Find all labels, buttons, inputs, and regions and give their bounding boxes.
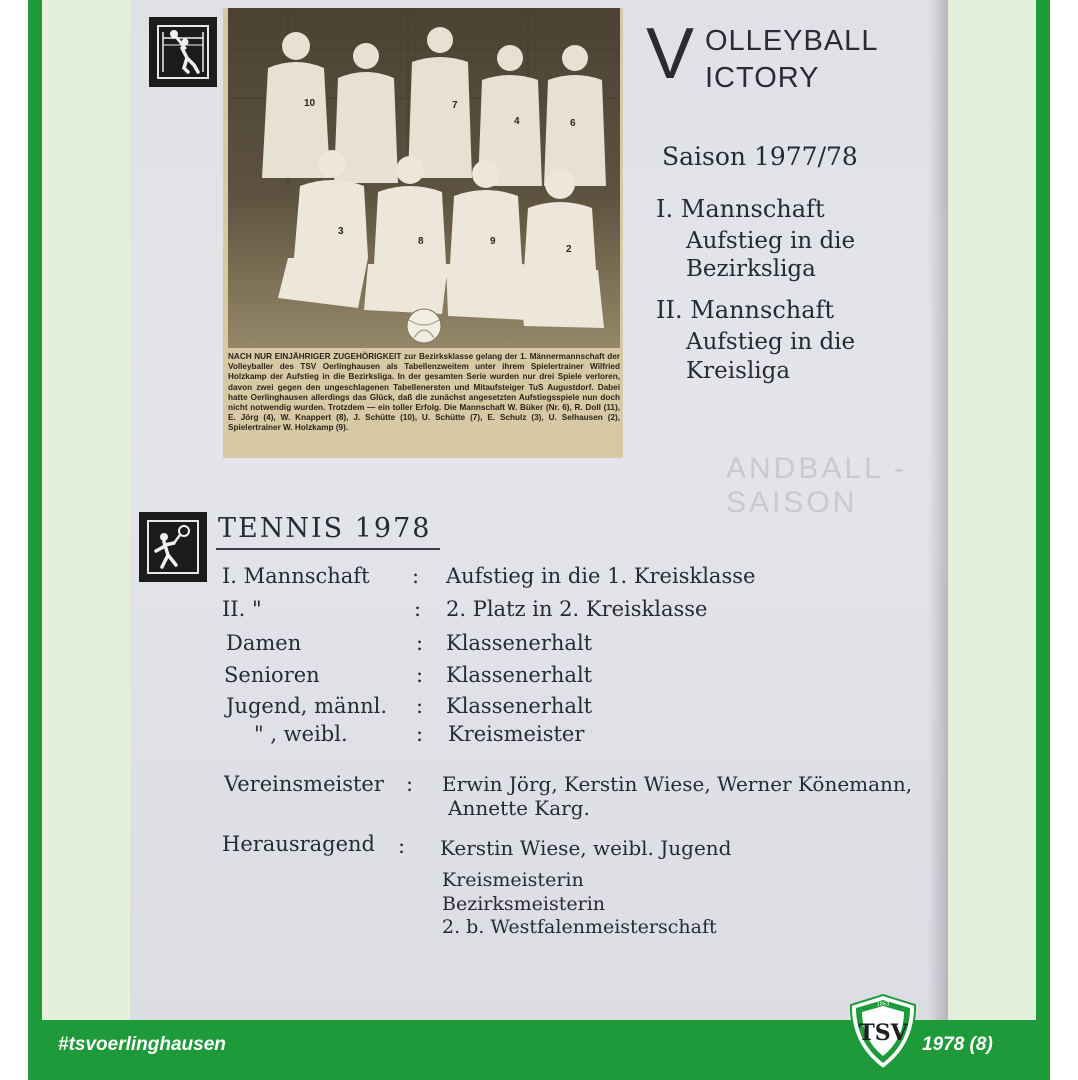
vereinsmeister-label: Vereinsmeister: [224, 772, 384, 796]
tennis-title: TENNIS 1978: [218, 513, 432, 544]
vereinsmeister-line2: Annette Karg.: [448, 796, 590, 820]
tennis-row-value: Aufstieg in die 1. Kreisklasse: [446, 564, 756, 588]
title-victory: ICTORY: [705, 62, 820, 94]
volley-team2-label: II. Mannschaft: [656, 296, 835, 324]
tennis-row-colon: :: [412, 564, 420, 588]
vereinsmeister-colon: :: [406, 772, 414, 796]
tennis-row-label: Damen: [226, 631, 302, 655]
tennis-row-colon: :: [416, 722, 424, 746]
tennis-row-label: Senioren: [224, 663, 320, 687]
volley-team1-label: I. Mannschaft: [656, 195, 825, 223]
tennis-row-label: I. Mannschaft: [222, 564, 370, 588]
team-photo: [228, 8, 620, 348]
herausragend-line: Kerstin Wiese, weibl. Jugend: [440, 836, 732, 860]
jersey-number: 10: [304, 98, 316, 109]
herausragend-line: Bezirksmeisterin: [442, 893, 606, 915]
jersey-number: 2: [566, 244, 572, 255]
herausragend-line: Kreismeisterin: [442, 869, 584, 891]
tennis-pictogram-icon: [139, 512, 207, 582]
jersey-number: 9: [490, 236, 496, 247]
clipping-caption: NACH NUR EINJÄHRIGER ZUGEHÖRIGKEIT zur Bezirksklasse gelang der 1. Männermannschaft der Volleyballer des TSV Oerlinghausen als Tabellenzweitem unter ihrem Spielertrainer Wilfried Holzkamp der Aufstieg in die Bezirksliga. In der gesamten Serie wurden nur drei Spiele verloren, davon zwei gegen den ungeschlagenen Tabellenersten und Mitaufsteiger TuS Augustdorf. Dabei hatte Oerlinghausen allerdings das Glück, daß die zunächst angesetzten Aufstiegsspiele nun doch nicht notwendig wurden. Trotzdem — ein toller Erfolg. Die Mannschaft W. Büker (Nr. 6), R. Doll (11), E. Jörg (4), W. Knappert (8), J. Schütte (10), U. Schütte (7), E. Schulz (3), U. Selhausen (2), Spielertrainer W. Holzkamp (9).: [228, 352, 620, 433]
herausragend-line: 2. b. Westfalenmeisterschaft: [442, 916, 717, 938]
tennis-row-value: Klassenerhalt: [446, 631, 593, 655]
title-volleyball: OLLEYBALL: [705, 25, 879, 57]
tennis-row-colon: :: [416, 694, 424, 718]
jersey-number: 7: [452, 100, 458, 111]
volley-team1-line1: Aufstieg in die: [686, 228, 856, 254]
tennis-row-value: Klassenerhalt: [446, 694, 593, 718]
right-tint-band: [948, 0, 1036, 1020]
season-label: Saison 1977/78: [662, 142, 858, 171]
tennis-row-colon: :: [414, 597, 422, 621]
title-big-v-1: V: [646, 14, 695, 94]
tennis-title-underline: [216, 548, 440, 550]
newspaper-clipping: [223, 8, 623, 458]
jersey-number: 8: [418, 236, 424, 247]
jersey-number: 3: [338, 226, 344, 237]
tennis-row-label: II. ": [222, 597, 262, 621]
logo-letters: TSV: [858, 1020, 908, 1046]
tennis-row-value: 2. Platz in 2. Kreisklasse: [446, 597, 708, 621]
tennis-row-value: Klassenerhalt: [446, 663, 593, 687]
jersey-number: 6: [570, 118, 576, 129]
left-tint-band: [42, 0, 130, 1020]
herausragend-colon: :: [398, 834, 406, 858]
right-green-border: [1036, 0, 1050, 1020]
jersey-number: 4: [514, 116, 520, 127]
volley-team1-line2: Bezirksliga: [686, 256, 816, 282]
logo-year: 1863: [876, 1001, 890, 1008]
tennis-row-value: Kreismeister: [448, 722, 585, 746]
club-crest-icon: [848, 993, 918, 1071]
vereinsmeister-line1: Erwin Jörg, Kerstin Wiese, Werner Könemann,: [442, 772, 913, 796]
page-edge-shadow: [928, 0, 948, 1020]
tennis-row-label: " , weibl.: [254, 722, 348, 746]
volleyball-pictogram-icon: [149, 17, 217, 87]
herausragend-label: Herausragend: [222, 832, 375, 856]
volley-team2-line2: Kreisliga: [686, 358, 791, 384]
tennis-row-colon: :: [416, 631, 424, 655]
tennis-row-colon: :: [416, 663, 424, 687]
scrapbook-page: [130, 0, 948, 1020]
footer-year: 1978 (8): [922, 1034, 993, 1055]
volley-team2-line1: Aufstieg in die: [686, 329, 856, 355]
tennis-row-label: Jugend, männl.: [226, 694, 388, 718]
hashtag-text[interactable]: #tsvoerlinghausen: [58, 1034, 226, 1055]
bleed-through-text: ANDBALL - SAISON: [726, 452, 907, 519]
left-green-border: [28, 0, 42, 1020]
